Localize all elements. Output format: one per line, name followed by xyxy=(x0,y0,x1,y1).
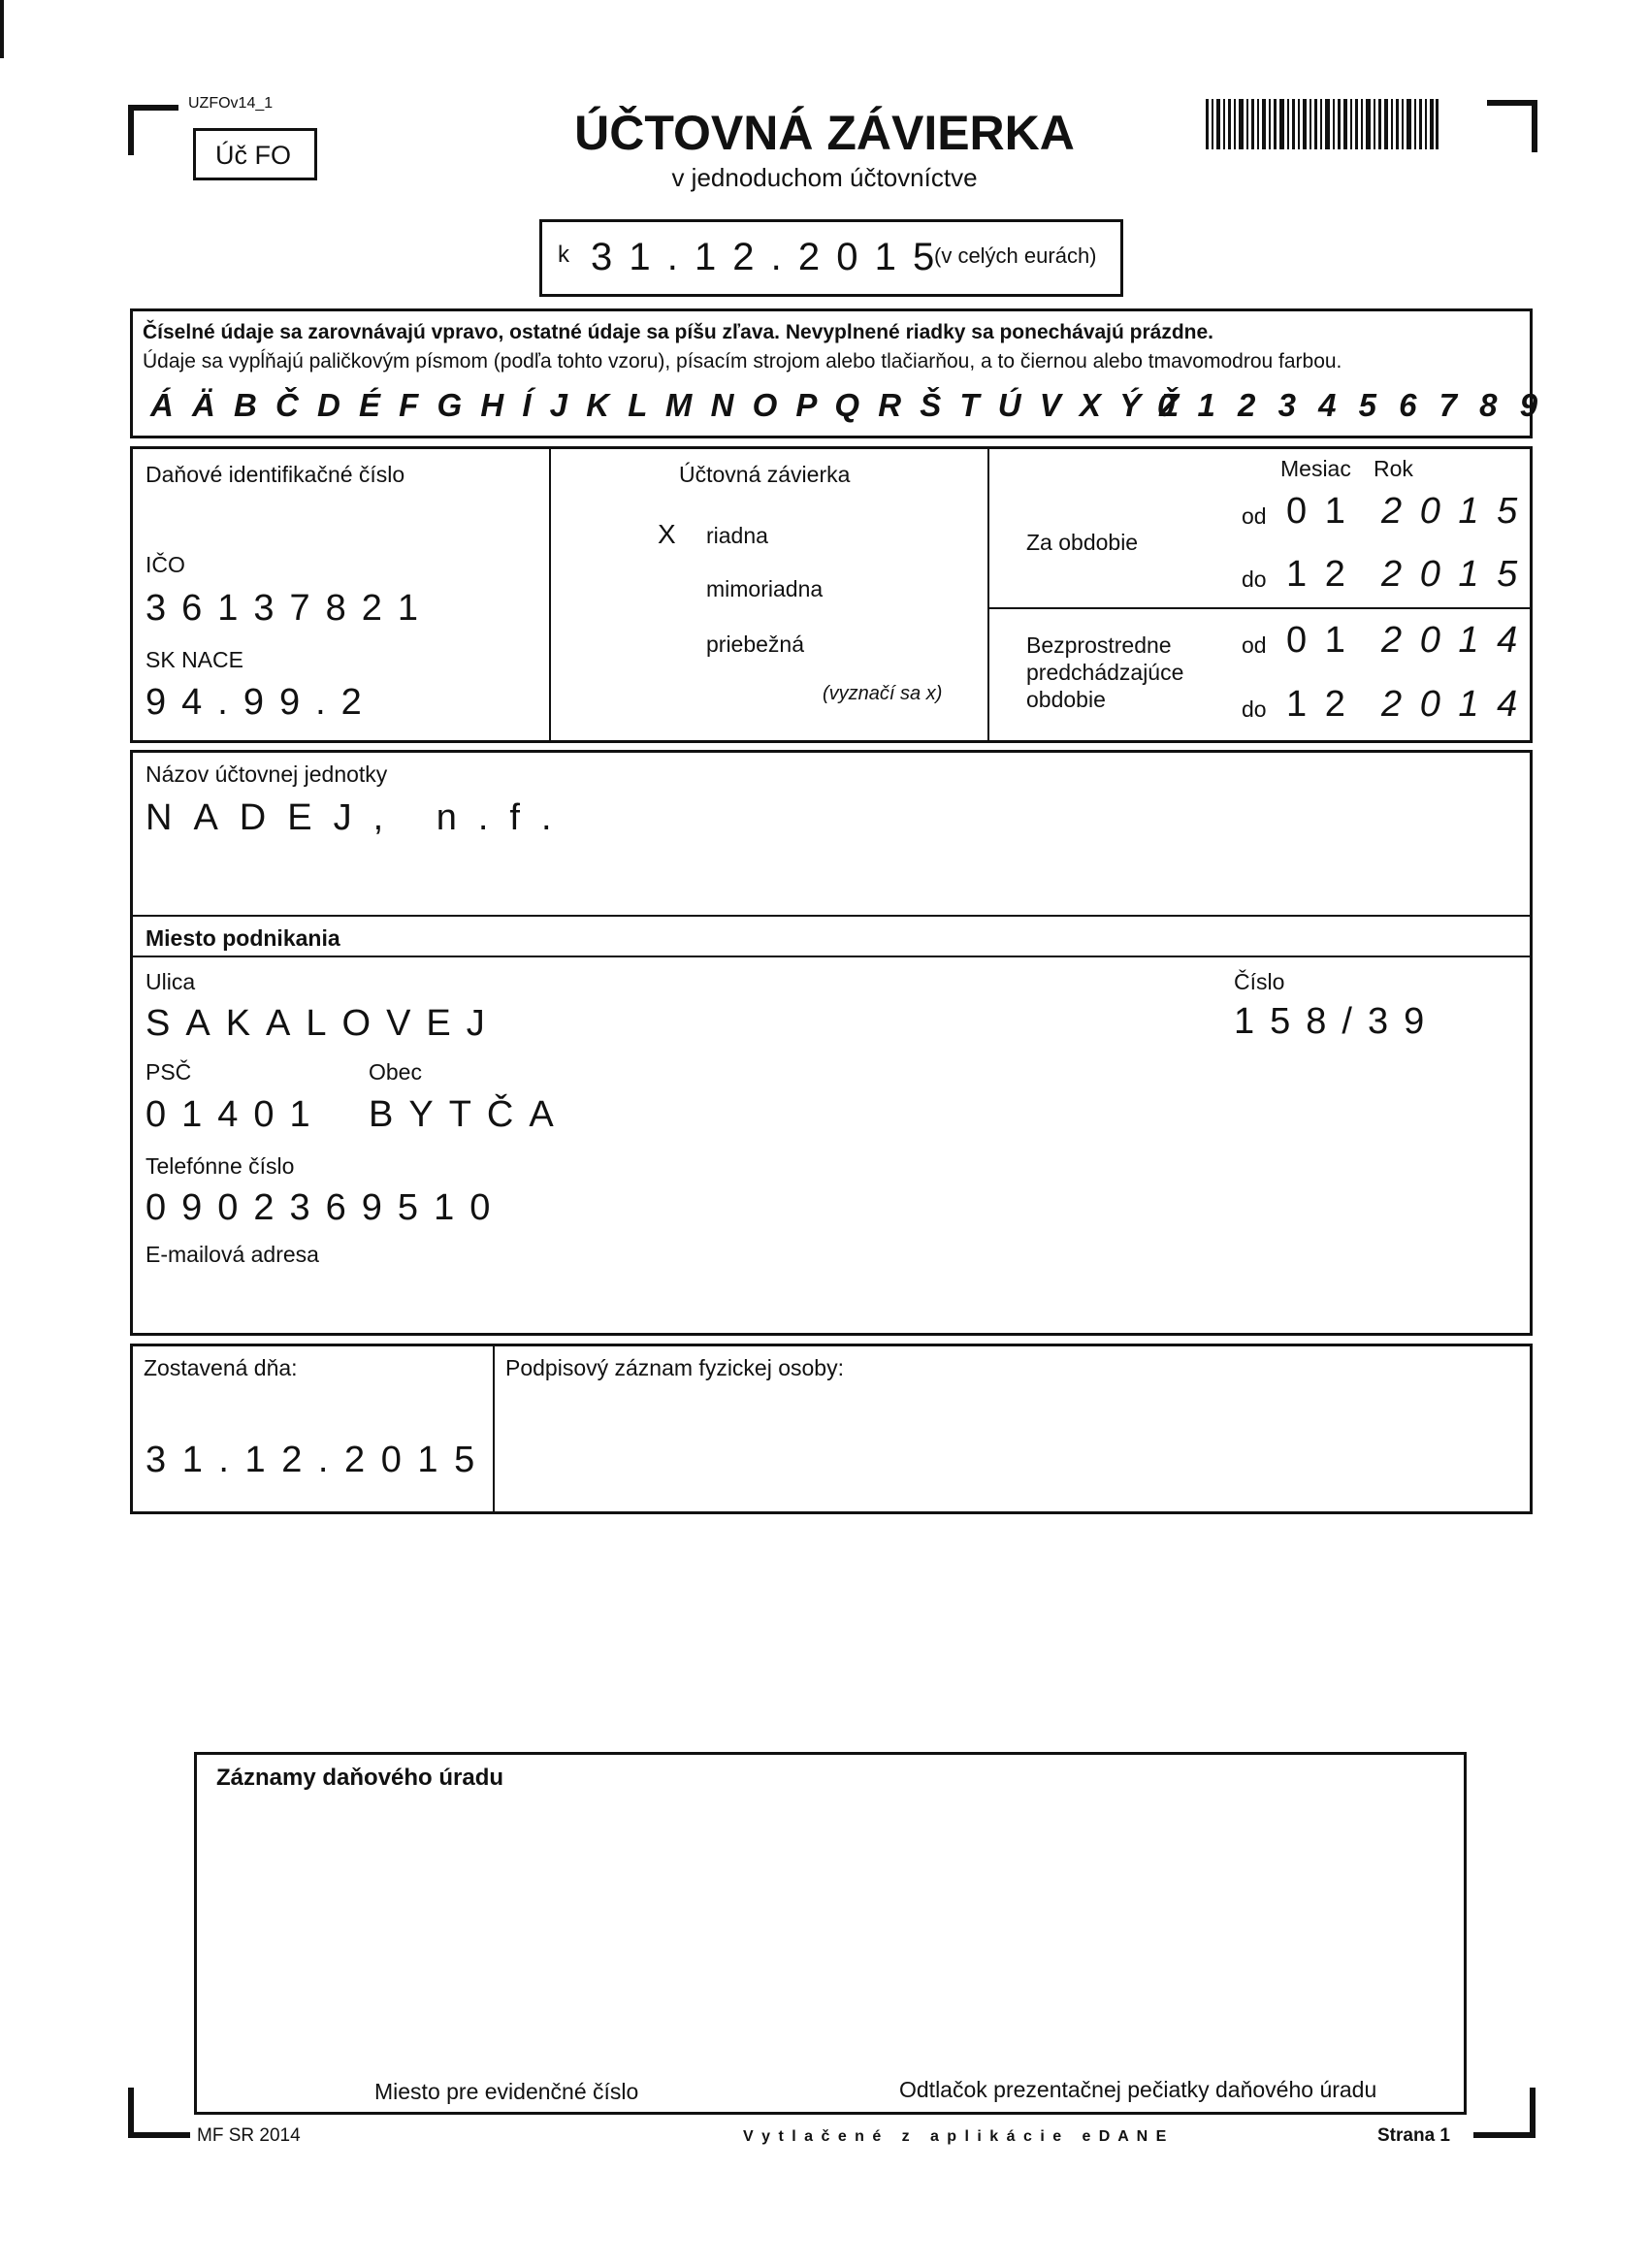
from-label: od xyxy=(1242,503,1267,529)
current-from-year: 2 0 1 5 xyxy=(1381,491,1522,532)
corner-mark-bottom-left xyxy=(128,2088,190,2138)
previous-period-label-3: obdobie xyxy=(1026,687,1106,712)
street-label: Ulica xyxy=(146,969,196,994)
previous-to-year: 2 0 1 4 xyxy=(1381,684,1522,725)
nace-value: 94.99.2 xyxy=(146,682,377,723)
as-of-date: 3 1 . 1 2 . 2 0 1 5 xyxy=(591,236,938,278)
closing-option-regular: riadna xyxy=(706,523,768,548)
previous-to-month: 1 2 xyxy=(1286,684,1349,725)
form-type: Úč FO xyxy=(215,141,291,170)
ico-label: IČO xyxy=(146,552,185,577)
as-of-prefix: k xyxy=(558,242,569,268)
corner-mark-top-right xyxy=(1487,100,1537,152)
sample-digits: 0 1 2 3 4 5 6 7 8 9 xyxy=(1157,387,1545,423)
signature-label: Podpisový záznam fyzickej osoby: xyxy=(505,1355,844,1380)
current-period-label: Za obdobie xyxy=(1026,530,1139,555)
closing-type-mark: X xyxy=(658,519,676,549)
form-code: UZFOv14_1 xyxy=(188,95,274,112)
compiled-value: 3 1 . 1 2 . 2 0 1 5 xyxy=(146,1440,478,1480)
number-label: Číslo xyxy=(1234,969,1285,994)
page-title: ÚČTOVNÁ ZÁVIERKA xyxy=(574,106,1075,160)
tax-office-title: Záznamy daňového úradu xyxy=(216,1765,504,1791)
previous-period-label-1: Bezprostredne xyxy=(1026,632,1172,658)
divider xyxy=(132,956,1531,957)
nace-label: SK NACE xyxy=(146,647,243,672)
current-from-month: 0 1 xyxy=(1286,491,1349,532)
place-header: Miesto podnikania xyxy=(146,925,340,951)
month-header: Mesiac xyxy=(1280,456,1351,481)
divider xyxy=(987,607,1531,609)
closing-option-interim: priebežná xyxy=(706,632,805,657)
form-type-box xyxy=(193,128,317,180)
footer-page-number: Strana 1 xyxy=(1377,2125,1450,2146)
from-label: od xyxy=(1242,632,1267,658)
psc-value: 01401 xyxy=(146,1094,326,1135)
current-to-month: 1 2 xyxy=(1286,554,1349,595)
to-label: do xyxy=(1242,567,1267,592)
dic-label: Daňové identifikačné číslo xyxy=(146,462,405,487)
footer-center: V y t l a č e n é z a p l i k á c i e e D A N E xyxy=(743,2128,1169,2145)
stamp-label: Odtlačok prezentačnej pečiatky daňového úradu xyxy=(899,2077,1377,2102)
as-of-date-box xyxy=(539,219,1123,297)
divider xyxy=(549,448,551,741)
sample-letters: Á Ä B Č D É F G H Í J K L M N O P Q R Š T Ú V X Ý Ž xyxy=(150,387,1184,423)
entity-name-label: Názov účtovnej jednotky xyxy=(146,761,388,787)
closing-type-label: Účtovná závierka xyxy=(679,462,851,487)
number-value: 158/39 xyxy=(1234,1001,1440,1042)
compiled-label: Zostavená dňa: xyxy=(144,1355,298,1380)
previous-from-year: 2 0 1 4 xyxy=(1381,620,1522,661)
psc-label: PSČ xyxy=(146,1059,192,1085)
ico-value: 36137821 xyxy=(146,588,435,629)
closing-type-note: (vyznačí sa x) xyxy=(823,683,943,704)
instructions-line-1: Číselné údaje sa zarovnávajú vpravo, ostatné údaje sa píšu zľava. Nevyplnené riadky sa ponechávajú prázdne. xyxy=(143,321,1214,343)
instructions-line-2: Údaje sa vypĺňajú paličkovým písmom (podľa tohto vzoru), písacím strojom alebo tlačiarňou, a to čiernou alebo tmavomodrou farbou. xyxy=(143,350,1342,373)
footer-left: MF SR 2014 xyxy=(197,2125,301,2146)
phone-value: 0902369510 xyxy=(146,1187,506,1228)
tax-office-section xyxy=(194,1752,1467,2115)
evidence-number-label: Miesto pre evidenčné číslo xyxy=(374,2079,639,2104)
closing-option-extraordinary: mimoriadna xyxy=(706,576,824,601)
page-edge-mark xyxy=(0,0,4,58)
phone-label: Telefónne číslo xyxy=(146,1153,295,1179)
city-value: BYTČA xyxy=(369,1094,569,1135)
current-to-year: 2 0 1 5 xyxy=(1381,554,1522,595)
barcode xyxy=(1206,99,1439,149)
corner-mark-bottom-right xyxy=(1473,2088,1536,2138)
previous-period-label-2: predchádzajúce xyxy=(1026,660,1184,685)
page-subtitle: v jednoduchom účtovníctve xyxy=(671,163,978,192)
street-value: SAKALOVEJ xyxy=(146,1003,501,1044)
as-of-suffix: (v celých eurách) xyxy=(934,243,1097,268)
email-label: E-mailová adresa xyxy=(146,1242,319,1267)
year-header: Rok xyxy=(1374,456,1413,481)
divider xyxy=(132,915,1531,917)
divider xyxy=(493,1345,495,1512)
instructions-box xyxy=(130,308,1545,438)
to-label: do xyxy=(1242,697,1267,722)
city-label: Obec xyxy=(369,1059,422,1085)
previous-from-month: 0 1 xyxy=(1286,620,1349,661)
entity-name-value: NADEJ, n.f. xyxy=(146,797,573,838)
divider xyxy=(987,448,989,741)
corner-mark-top-left xyxy=(128,105,178,155)
